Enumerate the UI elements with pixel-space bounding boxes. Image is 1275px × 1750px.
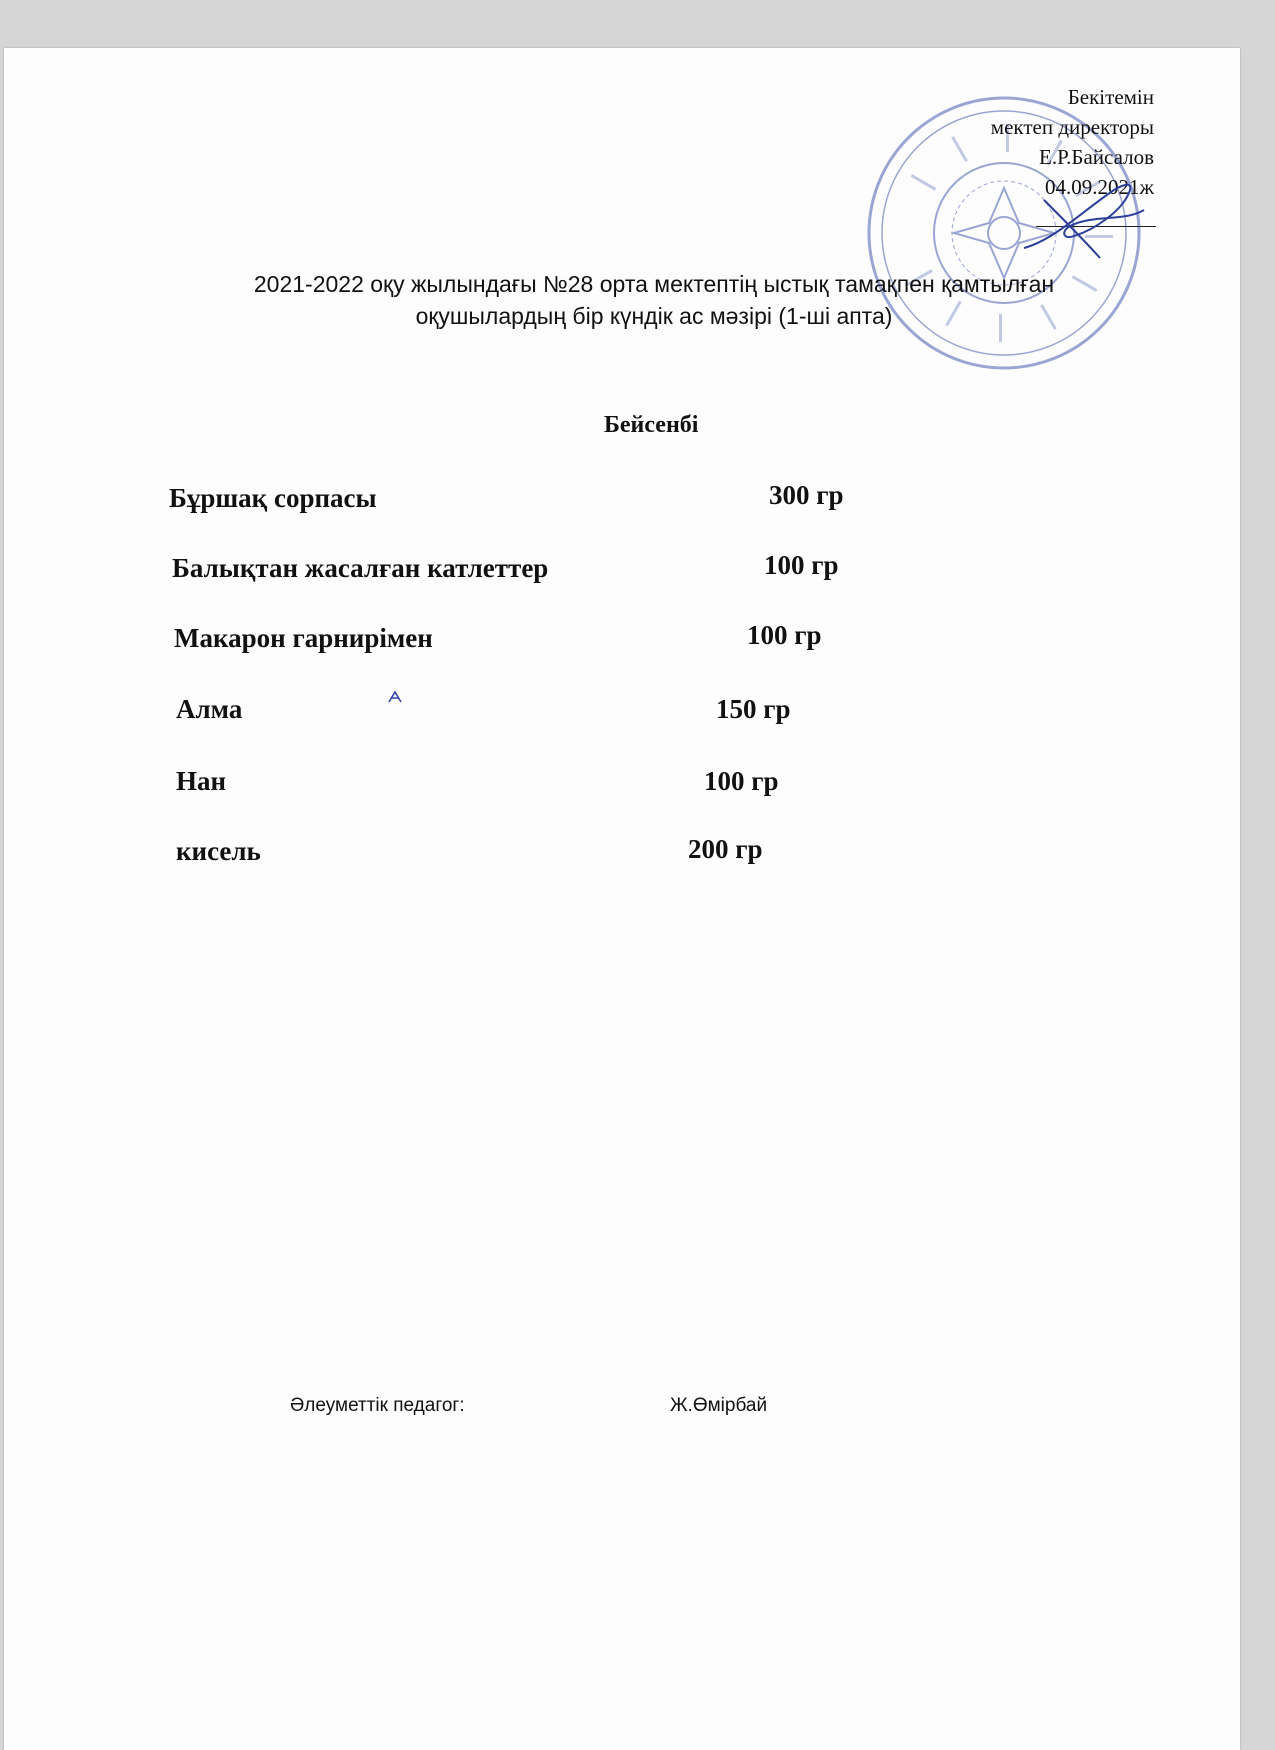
menu-item-amount: 100 гр [704,766,779,796]
menu-item-name: Алма [176,694,243,724]
director-signature [1004,170,1164,270]
menu-item-name: Нан [176,766,227,796]
approval-director-name: Е.Р.Байсалов [1039,145,1154,169]
menu-item-amount: 300 гр [769,480,844,510]
menu-item-amount: 100 гр [747,620,822,650]
title-line-2: оқушылардың бір күндік ас мәзірі (1-ші апта) [415,303,893,329]
title-line-1: 2021-2022 оқу жылындағы №28 орта мектептің ыстық тамақпен қамтылған [253,271,1055,297]
menu-item-amount: 100 гр [764,550,839,580]
menu-item-name: Макарон гарнирімен [174,623,433,653]
approval-position: мектеп директоры [990,115,1154,139]
menu-item-name: Бұршақ сорпасы [169,483,377,513]
menu-item-name: Балықтан жасалған катлеттер [172,553,549,583]
document-page [4,48,1240,1750]
footer-name: Ж.Өмірбай [670,1395,768,1416]
footer-role: Әлеуметтік педагог: [290,1395,465,1416]
approval-date: 04.09.2021ж [1044,175,1154,199]
document-title [164,268,1144,332]
pen-mark [387,688,403,704]
menu-item-amount: 150 гр [716,694,791,724]
weekday-heading: Бейсенбі [604,412,699,438]
menu-item-amount: 200 гр [688,834,763,864]
approval-heading: Бекітемін [1067,85,1154,109]
menu-item-name: кисель [176,836,261,866]
